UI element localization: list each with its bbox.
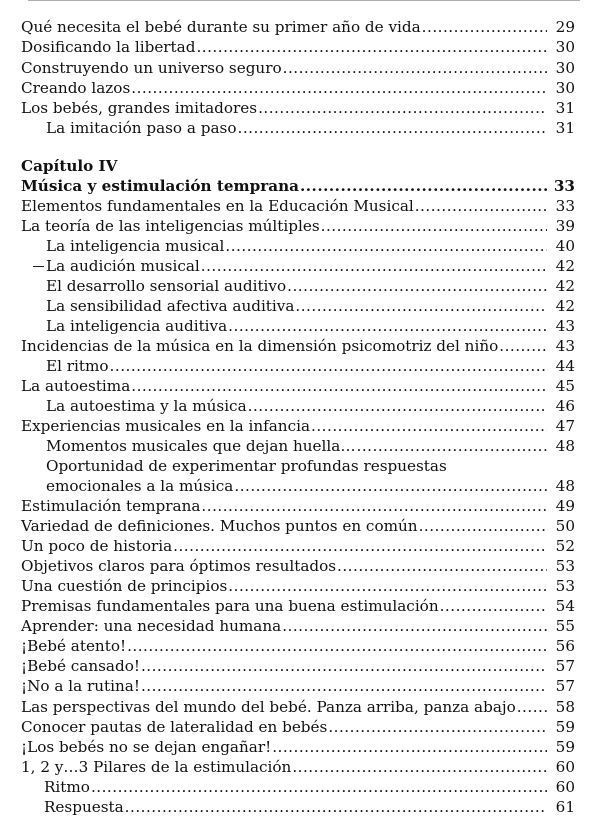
- toc-entry-page: 42: [555, 257, 575, 275]
- dot-leader: [419, 516, 547, 536]
- dot-leader: [321, 216, 547, 236]
- toc-entry-title: Dosificando la libertad: [21, 38, 196, 56]
- chapter-heading: [0, 156, 600, 176]
- toc-entry-title: El desarrollo sensorial auditivo: [46, 277, 287, 295]
- dot-leader: [91, 777, 547, 797]
- toc-subentry-continued: [0, 456, 600, 476]
- toc-entry: [0, 376, 600, 396]
- toc-entry-page: 53: [555, 577, 575, 595]
- toc-entry-page: 60: [555, 758, 575, 776]
- dot-leader: [228, 576, 547, 596]
- dot-leader: [228, 316, 547, 336]
- dot-leader: [141, 656, 547, 676]
- dot-leader: [292, 757, 547, 777]
- toc-entry: [0, 676, 600, 696]
- toc-entry: [0, 556, 600, 576]
- toc-entry: [0, 496, 600, 516]
- toc-entry-title: Un poco de historia: [21, 537, 173, 555]
- toc-entry-page: 39: [555, 217, 575, 235]
- toc-entry-page: 43: [555, 317, 575, 335]
- dot-leader: [517, 697, 547, 717]
- toc-entry-page: 48: [555, 477, 575, 495]
- toc-entry-title: Incidencias de la música en la dimensión psicomotriz del niño: [21, 337, 499, 355]
- toc-entry-title: Los bebés, grandes imitadores: [21, 99, 258, 117]
- toc-entry-title: Aprender: una necesidad humana: [21, 617, 282, 635]
- toc-entry-title: La teoría de las inteligencias múltiples: [21, 217, 320, 235]
- toc-subentry: [0, 276, 600, 296]
- toc-entry-title: Creando lazos: [21, 79, 131, 97]
- toc-entry-page: 53: [555, 557, 575, 575]
- toc-entry-page: 57: [555, 677, 575, 695]
- toc-entry-title: La inteligencia musical: [46, 237, 225, 255]
- dot-leader: [127, 636, 547, 656]
- toc-entry-title: Las perspectivas del mundo del bebé. Panza arriba, panza abajo: [21, 698, 516, 716]
- toc-entry-page: 57: [555, 657, 575, 675]
- toc-subentry: [0, 296, 600, 316]
- toc-subentry: [0, 396, 600, 416]
- toc-entry-title: Ritmo: [44, 778, 90, 796]
- toc-entry-page: 48: [555, 437, 575, 455]
- toc-entry-page: 45: [555, 377, 575, 395]
- dot-leader: [295, 296, 547, 316]
- dot-leader: [131, 78, 547, 98]
- dot-leader: [258, 98, 547, 118]
- toc-entry-page: 50: [555, 517, 575, 535]
- dot-leader: [283, 58, 547, 78]
- toc-entry: [0, 58, 600, 78]
- dot-leader: [125, 797, 547, 817]
- toc-entry: [0, 536, 600, 556]
- toc-entry-page: 33: [553, 177, 575, 195]
- dot-leader: [248, 396, 547, 416]
- dot-leader: [282, 616, 547, 636]
- toc-entry-page: 29: [555, 18, 575, 36]
- toc-entry: [0, 596, 600, 616]
- dot-leader: [499, 336, 547, 356]
- dot-leader: [173, 536, 547, 556]
- toc-entry-page: 30: [555, 79, 575, 97]
- dot-leader: [328, 717, 547, 737]
- dot-leader: [422, 17, 547, 37]
- dot-leader: [201, 496, 547, 516]
- dot-leader: [196, 37, 547, 57]
- toc-entry-title: El ritmo: [46, 357, 109, 375]
- toc-entry-page: 58: [555, 698, 575, 716]
- chapter-title-entry: [0, 176, 600, 196]
- toc-entry-page: 46: [555, 397, 575, 415]
- dot-leader: [287, 276, 547, 296]
- toc-entry-title: Oportunidad de experimentar profundas respuestas: [46, 457, 447, 475]
- toc-entry: [0, 196, 600, 216]
- toc-entry-title: 1, 2 y…3 Pilares de la estimulación: [21, 758, 292, 776]
- toc-entry-page: 42: [555, 297, 575, 315]
- toc-entry-title: Qué necesita el bebé durante su primer año de vida: [21, 18, 421, 36]
- toc-entry-page: 60: [555, 778, 575, 796]
- dot-leader: [141, 676, 547, 696]
- toc-subentry: [0, 777, 600, 797]
- chapter-number: Capítulo IV: [21, 157, 118, 175]
- toc-subentry: [0, 316, 600, 336]
- dot-leader: [357, 436, 547, 456]
- dot-leader: [415, 196, 547, 216]
- toc-entry: [0, 416, 600, 436]
- toc-entry-title: La inteligencia auditiva: [46, 317, 228, 335]
- dot-leader: [234, 476, 547, 496]
- toc-subentry: [0, 476, 600, 496]
- toc-entry-title: Premisas fundamentales para una buena estimulación: [21, 597, 439, 615]
- toc-entry-page: 61: [555, 798, 575, 816]
- toc-entry-page: 33: [555, 197, 575, 215]
- toc-entry-title: Elementos fundamentales en la Educación Musical: [21, 197, 414, 215]
- dot-leader: [440, 596, 547, 616]
- toc-entry-title: emocionales a la música: [46, 477, 234, 495]
- toc-subentry: [0, 797, 600, 817]
- toc-subentry: [0, 356, 600, 376]
- toc-entry: [0, 717, 600, 737]
- toc-entry-page: 59: [555, 718, 575, 736]
- toc-entry: [0, 656, 600, 676]
- toc-entry-page: 42: [555, 277, 575, 295]
- toc-entry-page: 54: [555, 597, 575, 615]
- toc-entry-page: 49: [555, 497, 575, 515]
- toc-entry-page: 47: [555, 417, 575, 435]
- toc-entry-title: Respuesta: [44, 798, 124, 816]
- toc-entry-title: Objetivos claros para óptimos resultados: [21, 557, 337, 575]
- dot-leader: [110, 356, 547, 376]
- toc-subentry: [0, 436, 600, 456]
- toc-entry: [0, 37, 600, 57]
- dot-leader: [337, 556, 547, 576]
- top-edge-rule: [28, 0, 580, 1]
- dot-leader: [225, 236, 547, 256]
- toc-entry: [0, 17, 600, 37]
- toc-entry-page: 30: [555, 38, 575, 56]
- toc-entry-title: ¡Bebé atento!: [21, 637, 127, 655]
- toc-subentry: [0, 118, 600, 138]
- toc-entry: [0, 636, 600, 656]
- toc-entry-page: 59: [555, 738, 575, 756]
- toc-entry-page: 30: [555, 59, 575, 77]
- toc-entry-page: 55: [555, 617, 575, 635]
- toc-entry: [0, 516, 600, 536]
- toc-entry-title: ¡Bebé cansado!: [21, 657, 140, 675]
- toc-entry-page: 31: [555, 99, 575, 117]
- toc-entry-title: Estimulación temprana: [21, 497, 201, 515]
- toc-entry-title: Momentos musicales que dejan huella…: [46, 437, 356, 455]
- toc-entry-page: 44: [555, 357, 575, 375]
- dot-leader: [131, 376, 547, 396]
- dot-leader: [238, 118, 548, 138]
- toc-entry-title: Construyendo un universo seguro: [21, 59, 282, 77]
- toc-entry-page: 56: [555, 637, 575, 655]
- toc-entry-title: Experiencias musicales en la infancia: [21, 417, 311, 435]
- toc-entry-title: Conocer pautas de lateralidad en bebés: [21, 718, 328, 736]
- toc-entry-page: 43: [555, 337, 575, 355]
- dot-leader: [201, 256, 547, 276]
- toc-entry-title: Variedad de definiciones. Muchos puntos en común: [21, 517, 418, 535]
- toc-entry-page: 40: [555, 237, 575, 255]
- toc-entry: [0, 216, 600, 236]
- toc-subentry: [0, 256, 600, 276]
- toc-entry: [0, 697, 600, 717]
- toc-entry-title: Una cuestión de principios: [21, 577, 228, 595]
- toc-entry: [0, 78, 600, 98]
- toc-entry: [0, 576, 600, 596]
- toc-entry: [0, 98, 600, 118]
- toc-entry-title: La sensibilidad afectiva auditiva: [46, 297, 295, 315]
- toc-entry: [0, 336, 600, 356]
- toc-entry-title: ¡No a la rutina!: [21, 677, 140, 695]
- toc-entry-title: La imitación paso a paso: [46, 119, 237, 137]
- toc-entry-page: 52: [555, 537, 575, 555]
- dot-leader: [300, 176, 547, 196]
- toc-entry-title: La audición musical: [46, 257, 200, 275]
- toc-entry-title: ¡Los bebés no se dejan engañar!: [21, 738, 272, 756]
- dot-leader: [272, 737, 547, 757]
- toc-entry-title: La autoestima: [21, 377, 131, 395]
- toc-entry: [0, 616, 600, 636]
- toc-entry-page: 31: [555, 119, 575, 137]
- toc-entry: [0, 757, 600, 777]
- toc-entry-title: La autoestima y la música: [46, 397, 247, 415]
- toc-entry: [0, 737, 600, 757]
- dot-leader: [311, 416, 547, 436]
- chapter-title: Música y estimulación temprana: [21, 177, 299, 195]
- toc-subentry: [0, 236, 600, 256]
